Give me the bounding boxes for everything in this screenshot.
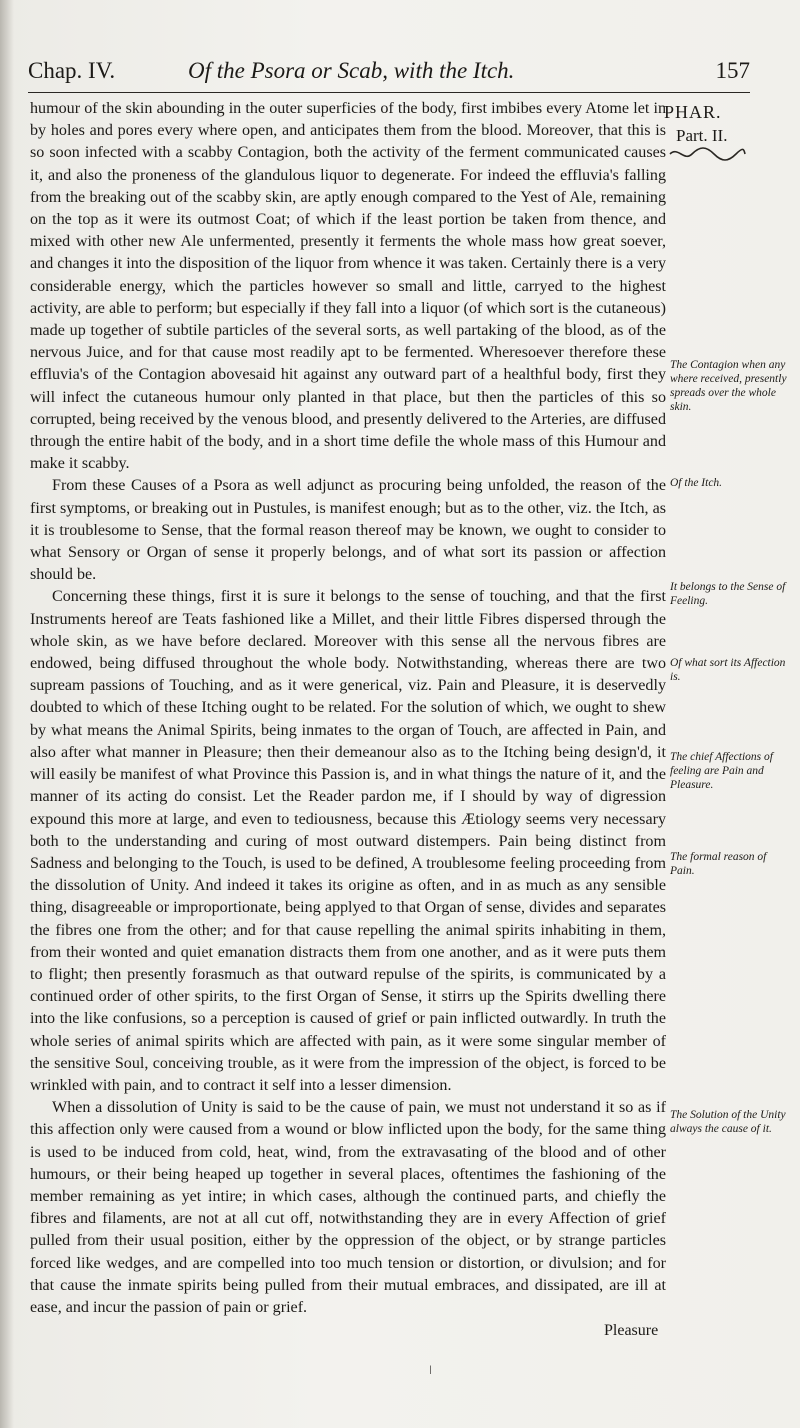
paragraph: humour of the skin abounding in the outer superficies of the body, first imbibes every Atome let in by holes and pores every where open, and anticipates them from the blood. Moreover, that this is so soon infected with a scabby Contagion, both the activity of the ferment communicated causes it, and also the proneness of the glandulous liquor to degenerate. For indeed the effluvia's falling from the breaking out of the scabby skin, are aptly enough compared to the Yest of Ale, remaining on the top as it were its outmost Coat; of which if the least portion be taken from thence, and mixed with other new Ale unfermented, presently it ferments the whole mass how great soever, and changes it into the disposition of the liquor from whence it was taken. Certainly there is a very considerable energy, which the particles however so small and little, carryed to the highest activity, are able to perform; but especially if they fall into a liquor (of which sort is the cutaneous) made up together of subtile particles of the several sorts, as well partaking of the blood, as of the nervous Juice, and for that cause most readily apt to be fermented. Wheresoever therefore these effluvia's of the Contagion abovesaid hit against any outward part of a healthful body, first they will infect the cutaneous humour only planted in that place, but then the particles of this so corrupted, being received by the venous blood, and presently delivered to the Arteries, are diffused through the entire habit of the body, and in a short time defile the whole mass of this Humour and make it scabby. (30, 100, 666, 473)
running-title: Of the Psora or Scab, with the Itch. (188, 58, 515, 83)
main-text (30, 98, 666, 1319)
margin-note-affection: Of what sort its Affection is. (670, 657, 786, 683)
page-number: 157 (715, 58, 750, 83)
flourish-ornament-icon (668, 146, 746, 162)
margin-note-reason-of-pain: The formal reason of Pain. (670, 851, 767, 877)
margin-note-contagion: The Contagion when any where received, presently spreads over the whole skin. (670, 359, 787, 413)
binding-shadow (0, 0, 14, 1428)
paragraph: From these Causes of a Psora as well adjunct as procuring being unfolded, the reason of the first symptoms, or breaking out in Pustules, is manifest enough; but as to the other, viz. the Itch, as it is troublesome to Sense, that the formal reason thereof may be known, we ought to consider to what Sensory or Organ of sense it properly belongs, and of what sort its passion or affection should be. (30, 477, 666, 584)
bottom-mark: ǀ (429, 1362, 432, 1377)
chapter-label: Chap. IV. (28, 58, 116, 83)
paragraph: Concerning these things, first it is sure it belongs to the sense of touching, and that the first Instruments hereof are Teats fashioned like a Millet, and their little Fibres dispersed through the whole skin, as we have before declared. Moreover with this sense all the nervous fibres are endowed, being diffused throughout the whole body. Notwithstanding, whereas there are two supream passions of Touching, and as it were generical, viz. Pain and Pleasure, it is deservedly doubted to which of these Itching ought to be related. For the solution of which, we ought to shew by what means the Animal Spirits, being inmates to the organ of Touch, are affected in Pain, and also after what manner in Pleasure; then their demeanour also as to the Itching being design'd, it will easily be manifest of what Province this Passion is, and in what things the nature of it, and the manner of its acting do consist. Let the Reader pardon me, if I should by way of digression expound this more at large, and even to tediousness, because this Ætiology seems very necessary both to the understanding and curing of most outward distempers. Pain being distinct from Sadness and belonging to the Touch, is used to be defined, A troublesome feeling proceeding from the dissolution of Unity. And indeed it takes its origine as often, and in as much as any sensible thing, disagreeable or improportionate, being applyed to that Organ of sense, divides and separates the fibres one from the other; and for that cause repelling the animal spirits inhabiting in them, from their wonted and quiet emanation distracts them from one another, and as it were puts them to flight; then presently forasmuch as that outward repulse of the spirits, is communicated by a continued order of other spirits, to the first Organ of Sense, it stirrs up the Spirits dwelling there into the like confusions, so a perception is caused of grief or pain inflicted outwardly. In truth the whole series of animal spirits which are affected with pain, as it were some singular member of the sensitive Soul, conceiving trouble, as it were from the impression of the object, is forced to be wrinkled with pain, and to contract it self into a lesser dimension. (30, 588, 666, 1094)
margin-note-chief-affections: The chief Affections of feeling are Pain and Pleasure. (670, 751, 773, 791)
margin-note-solution-of-unity: The Solution of the Unity always the cause of it. (670, 1109, 786, 1135)
catchword: Pleasure (604, 1322, 659, 1339)
running-header (28, 56, 750, 93)
side-heading-part: Part. II. (676, 126, 728, 145)
paragraph: When a dissolution of Unity is said to be the cause of pain, we must not understand it so as if this affection only were caused from a wound or blow inflicted upon the body, for the same thing is used to be induced from cold, heat, wind, from the extravasating of the blood and of other humours, or their being heaped up together in several places, oftentimes the fashioning of the member remaining as yet intire; in which cases, although the continued parts, and chiefly the fibres and filaments, are not at all cut off, notwithstanding they are in every Affection of grief pulled from their usual position, either by the oppression of the object, or by strange particles forced like wedges, and are compelled into too much tension or distortion, or divulsion; and for that cause the inmate spirits being pulled from their mutual embraces, and dissipated, are ill at ease, and incur the passion of pain or grief. (30, 1099, 666, 1316)
margin-note-sense-of-feeling: It belongs to the Sense of Feeling. (670, 581, 786, 607)
margin-note-itch: Of the Itch. (670, 477, 723, 489)
side-heading-phar: PHAR. (664, 102, 722, 122)
